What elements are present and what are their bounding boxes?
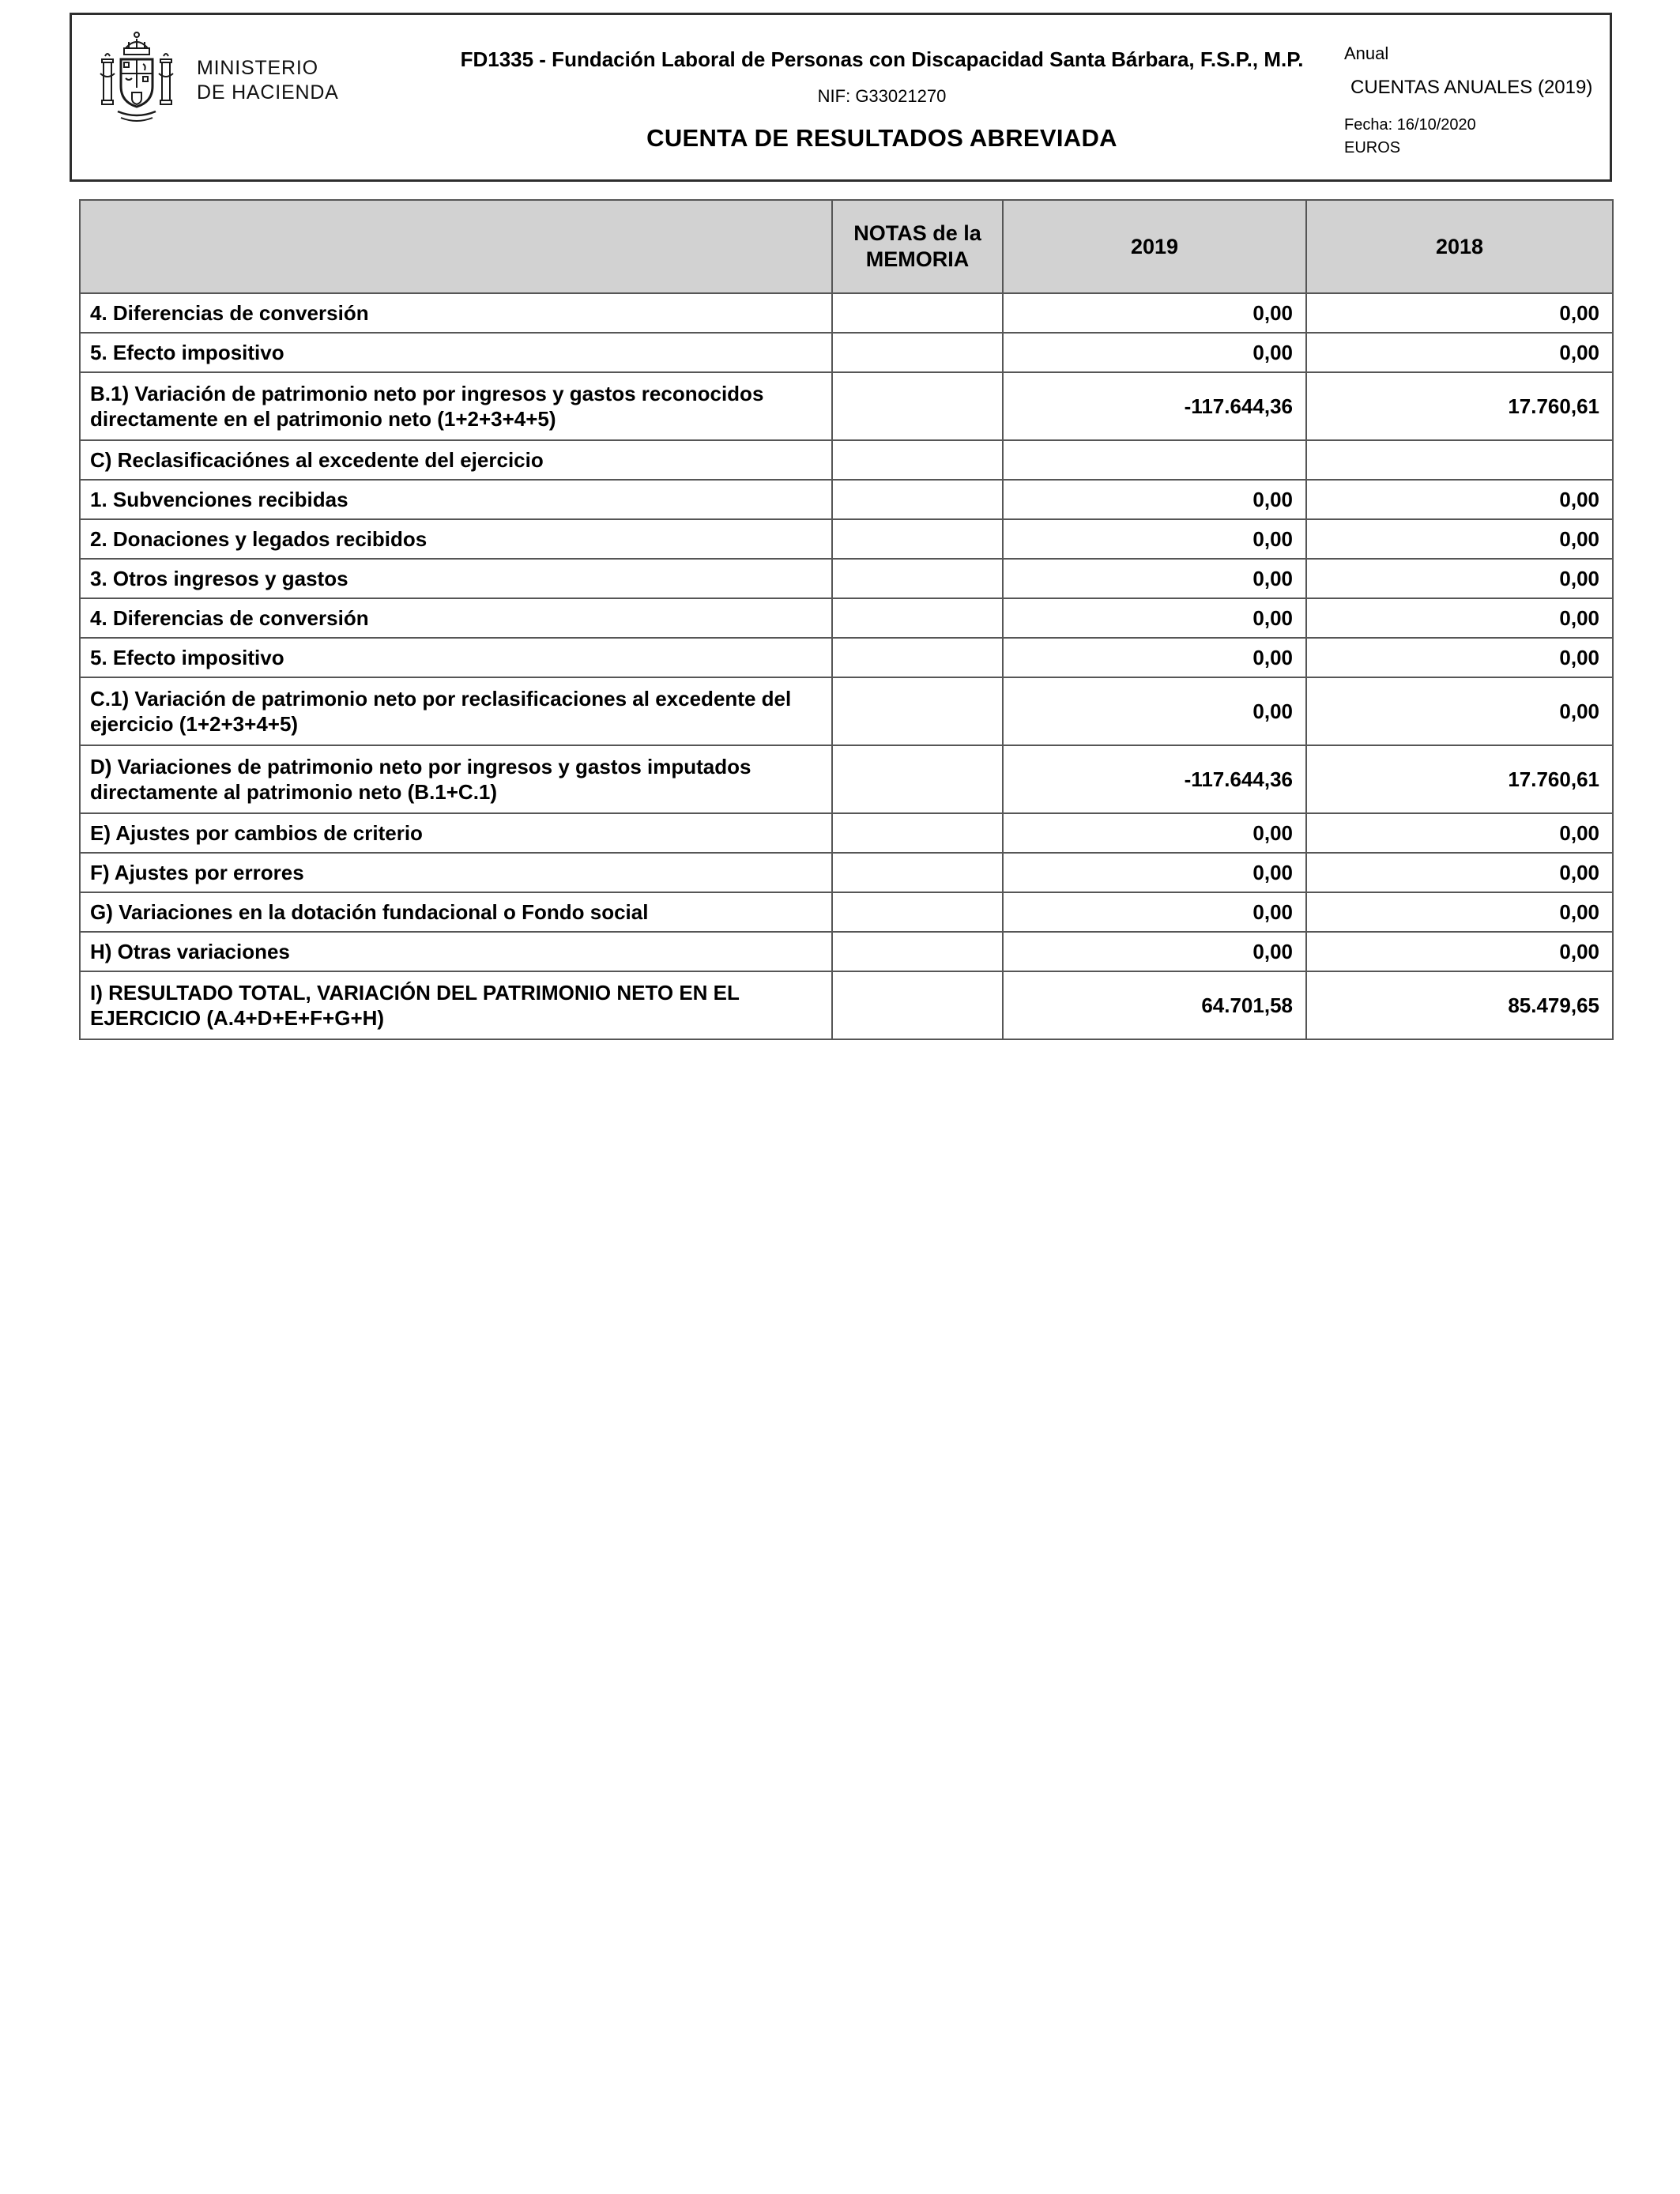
row-label: 4. Diferencias de conversión (80, 598, 832, 638)
spain-coat-of-arms-icon (97, 29, 176, 132)
table-row (80, 598, 1613, 638)
notes-cell (832, 440, 1003, 480)
entity-name: FD1335 - Fundación Laboral de Personas con Discapacidad Santa Bárbara, F.S.P., M.P. (460, 47, 1304, 71)
entity-nif: NIF: G33021270 (817, 86, 947, 106)
table-row (80, 372, 1613, 440)
value-2018: 0,00 (1306, 892, 1613, 932)
header-2019-cell: 2019 (1003, 200, 1306, 293)
value-2019 (1003, 440, 1306, 480)
table-row (80, 971, 1613, 1039)
notes-cell (832, 333, 1003, 372)
document-title: CUENTA DE RESULTADOS ABREVIADA (646, 124, 1117, 152)
notes-cell (832, 638, 1003, 677)
row-label: 5. Efecto impositivo (80, 638, 832, 677)
table-row (80, 677, 1613, 745)
value-2018: 0,00 (1306, 519, 1613, 559)
value-2019: -117.644,36 (1003, 745, 1306, 813)
notes-cell (832, 892, 1003, 932)
value-2019: 0,00 (1003, 813, 1306, 853)
row-label: I) RESULTADO TOTAL, VARIACIÓN DEL PATRIMONIO NETO EN EL EJERCICIO (A.4+D+E+F+G+H) (80, 971, 832, 1039)
notes-cell (832, 971, 1003, 1039)
value-2019: 0,00 (1003, 598, 1306, 638)
value-2018: 17.760,61 (1306, 372, 1613, 440)
value-2018: 0,00 (1306, 853, 1613, 892)
table-row (80, 440, 1613, 480)
value-2019: 0,00 (1003, 519, 1306, 559)
value-2018: 0,00 (1306, 559, 1613, 598)
notes-cell (832, 372, 1003, 440)
value-2019: 0,00 (1003, 853, 1306, 892)
notes-cell (832, 677, 1003, 745)
value-2018: 0,00 (1306, 813, 1613, 853)
row-label: F) Ajustes por errores (80, 853, 832, 892)
table-row (80, 813, 1613, 853)
row-label: D) Variaciones de patrimonio neto por ingresos y gastos imputados directamente al patrimonio neto (B.1+C.1) (80, 745, 832, 813)
header-center-block (404, 47, 1360, 153)
value-2019: 64.701,58 (1003, 971, 1306, 1039)
row-label: C.1) Variación de patrimonio neto por reclasificaciones al excedente del ejercicio (1+2+3+4+5) (80, 677, 832, 745)
table-row (80, 892, 1613, 932)
currency-label: EUROS (1344, 139, 1401, 156)
header-2018-cell: 2018 (1306, 200, 1613, 293)
row-label: G) Variaciones en la dotación fundacional o Fondo social (80, 892, 832, 932)
value-2019: 0,00 (1003, 480, 1306, 519)
ministry-name-line1: MINISTERIO (197, 57, 318, 79)
notes-cell (832, 293, 1003, 333)
value-2018: 0,00 (1306, 932, 1613, 971)
value-2019: -117.644,36 (1003, 372, 1306, 440)
value-2018: 17.760,61 (1306, 745, 1613, 813)
notes-cell (832, 813, 1003, 853)
notes-cell (832, 480, 1003, 519)
header-meta-block (1344, 43, 1605, 157)
value-2019: 0,00 (1003, 559, 1306, 598)
notes-cell (832, 519, 1003, 559)
value-2018: 0,00 (1306, 638, 1613, 677)
table-header-row (80, 200, 1613, 293)
notes-cell (832, 745, 1003, 813)
table-row (80, 480, 1613, 519)
table-row (80, 932, 1613, 971)
value-2018: 0,00 (1306, 480, 1613, 519)
table-row (80, 853, 1613, 892)
table-row (80, 293, 1613, 333)
row-label: E) Ajustes por cambios de criterio (80, 813, 832, 853)
notes-cell (832, 559, 1003, 598)
row-label: C) Reclasificaciónes al excedente del ejercicio (80, 440, 832, 480)
table-row (80, 559, 1613, 598)
date-label: Fecha: 16/10/2020 (1344, 116, 1476, 134)
value-2018: 0,00 (1306, 677, 1613, 745)
table-row (80, 333, 1613, 372)
value-2019: 0,00 (1003, 333, 1306, 372)
document-header (70, 13, 1612, 182)
ministry-logo-block (97, 29, 339, 132)
accounts-label: CUENTAS ANUALES (2019) (1350, 77, 1593, 98)
ministry-name-line2: DE HACIENDA (197, 81, 339, 104)
value-2018 (1306, 440, 1613, 480)
header-notes-cell: NOTAS de la MEMORIA (832, 200, 1003, 293)
table-row (80, 519, 1613, 559)
value-2019: 0,00 (1003, 892, 1306, 932)
results-table (79, 199, 1614, 1040)
row-label: 2. Donaciones y legados recibidos (80, 519, 832, 559)
notes-cell (832, 853, 1003, 892)
value-2018: 0,00 (1306, 598, 1613, 638)
row-label: H) Otras variaciones (80, 932, 832, 971)
value-2019: 0,00 (1003, 677, 1306, 745)
value-2018: 0,00 (1306, 293, 1613, 333)
value-2018: 0,00 (1306, 333, 1613, 372)
header-label-cell (80, 200, 832, 293)
period-label: Anual (1344, 43, 1389, 63)
value-2019: 0,00 (1003, 293, 1306, 333)
notes-cell (832, 932, 1003, 971)
row-label: 1. Subvenciones recibidas (80, 480, 832, 519)
ministry-name (197, 56, 339, 105)
table-row (80, 638, 1613, 677)
value-2018: 85.479,65 (1306, 971, 1613, 1039)
value-2019: 0,00 (1003, 932, 1306, 971)
row-label: 5. Efecto impositivo (80, 333, 832, 372)
row-label: 4. Diferencias de conversión (80, 293, 832, 333)
row-label: 3. Otros ingresos y gastos (80, 559, 832, 598)
notes-cell (832, 598, 1003, 638)
row-label: B.1) Variación de patrimonio neto por ingresos y gastos reconocidos directamente en el patrimonio neto (1+2+3+4+5) (80, 372, 832, 440)
table-row (80, 745, 1613, 813)
value-2019: 0,00 (1003, 638, 1306, 677)
